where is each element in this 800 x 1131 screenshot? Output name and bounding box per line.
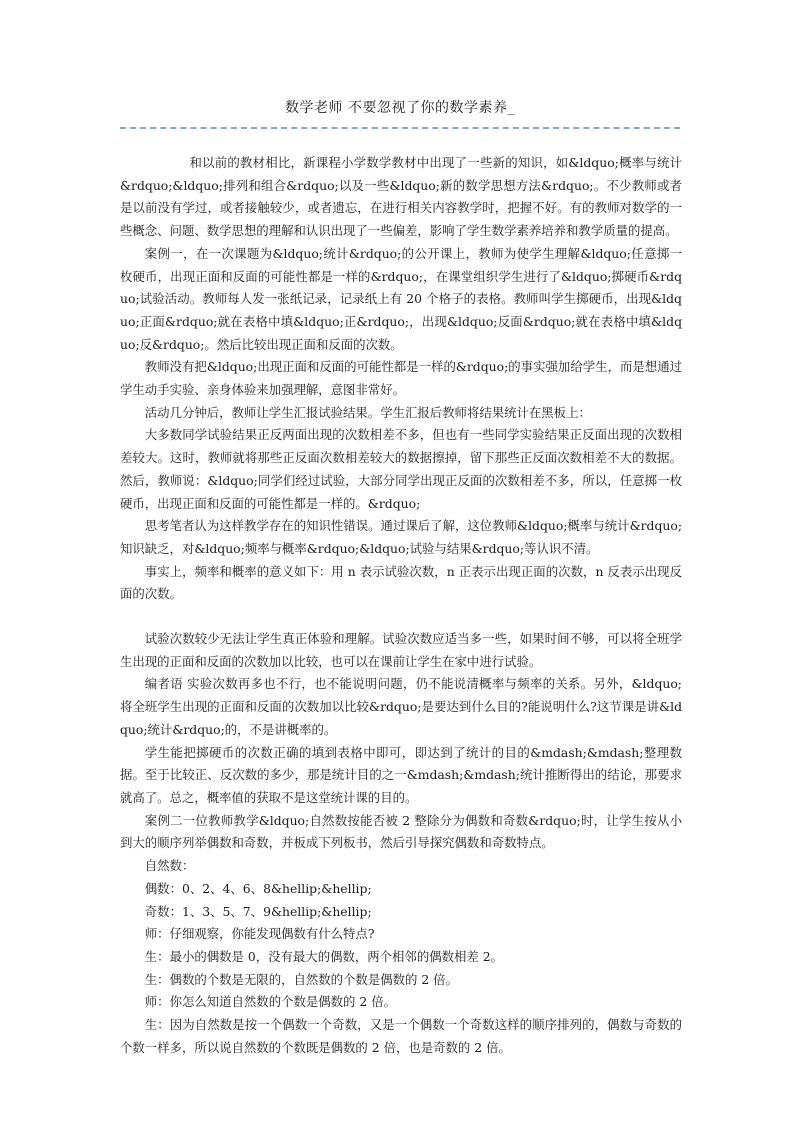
dialogue-line: 生：因为自然数是按一个偶数一个奇数，又是一个偶数一个奇数这样的顺序排列的，偶数与奇数的个数一样多，所以说自然数的个数既是偶数的 2 倍，也是奇数的 2 倍。 <box>120 1017 682 1055</box>
board-line: 自然数： <box>144 858 195 874</box>
dialogue-line: 生：偶数的个数是无限的，自然数的个数是偶数的 2 倍。 <box>144 971 458 987</box>
board-line: 奇数：1、3、5、7、9&hellip;&hellip; <box>144 903 372 919</box>
board-line: 偶数：0、2、4、6、8&hellip;&hellip; <box>144 880 372 896</box>
paragraph: 事实上，频率和概率的意义如下：用 n 表示试验次数，n 正表示出现正面的次数，n 反表示出现反面的次数。 <box>120 563 682 602</box>
paragraph-editor-note: 编者语 实验次数再多也不行，也不能说明问题，仍不能说清概率与频率的关系。另外，&ldquo;将全班学生出现的正面和反面的次数加以比较&rdquo;是要达到什么目的?能说明什么?这节课是讲&ldquo;统计&rdquo;的，不是讲概率的。 <box>120 676 682 737</box>
paragraph: 思考笔者认为这样教学存在的知识性错误。通过课后了解，这位教师&ldquo;概率与统计&rdquo;知识缺乏，对&ldquo;频率与概率&rdquo;&ldquo;试验与结果&rdquo;等认识不清。 <box>120 518 682 556</box>
dialogue-line: 生：最小的偶数是 0，没有最大的偶数，两个相邻的偶数相差 2。 <box>144 948 503 964</box>
paragraph: 教师没有把&ldquo;出现正面和反面的可能性都是一样的&rdquo;的事实强加给学生，而是想通过学生动手实验、亲身体验来加强理解，意图非常好。 <box>120 359 682 398</box>
paragraph-case-one: 案例一，在一次课题为&ldquo;统计&rdquo;的公开课上，教师为使学生理解&ldquo;任意掷一枚硬币，出现正面和反面的可能性都是一样的&rdquo;，在课堂组织学生进行了&ldquo;掷硬币&rdquo;试验活动。教师每人发一张纸记录，记录纸上有 20 个格子的表格。教师叫学生掷硬币，出现&ldquo;正面&rdquo;就在表格中填&ldquo;正&rdquo;，出现&ldquo;反面&rdquo;就在表格中填&ldquo;反&rdquo;。然后比较出现正面和反面的次数。 <box>120 245 682 352</box>
paragraph: 活动几分钟后，教师让学生汇报试验结果。学生汇报后教师将结果统计在黑板上： <box>144 404 591 420</box>
paragraph: 学生能把掷硬币的次数正确的填到表格中即可，即达到了统计的目的&mdash;&mdash;整理数据。至于比较正、反次数的多少，那是统计目的之一&mdash;&mdash;统计推断得出的结论，那要求就高了。总之，概率值的获取不是这堂统计课的目的。 <box>120 744 682 805</box>
paragraph: 试验次数较少无法让学生真正体验和理解。试验次数应适当多一些，如果时间不够，可以将全班学生出现的正面和反面的次数加以比较，也可以在课前让学生在家中进行试验。 <box>120 631 682 669</box>
paragraph: 大多数同学试验结果正反两面出现的次数相差不多，但也有一些同学实验结果正反面出现的次数相差较大。这时，教师就将那些正反面次数相差较大的数据擦掉，留下那些正反面次数相差不大的数据。然后，教师说：&ldquo;同学们经过试验，大部分同学出现正反面的次数相差不多，所以，任意掷一枚硬币，出现正面和反面的可能性都是一样的。&rdquo; <box>120 427 682 511</box>
document-body <box>120 152 682 1059</box>
title-divider <box>120 127 680 129</box>
dialogue-line: 师：你怎么知道自然数的个数是偶数的 2 倍。 <box>144 994 396 1010</box>
dialogue-line: 师：仔细观察，你能发现偶数有什么特点? <box>144 926 375 942</box>
document-title: 数学老师 不要忽视了你的数学素养_ <box>285 100 515 116</box>
paragraph-intro: 和以前的教材相比，新课程小学数学教材中出现了一些新的知识，如&ldquo;概率与统计&rdquo;&ldquo;排列和组合&rdquo;以及一些&ldquo;新的数学思想方法&rdquo;。不少教师或者是以前没有学过，或者接触较少，或者遗忘，在进行相关内容教学时，把握不好。有的教师对数学的一些概念、问题、数学思想的理解和认识出现了一些偏差，影响了学生数学素养培养和教学质量的提高。 <box>120 155 682 239</box>
paragraph-case-two: 案例二一位教师教学&ldquo;自然数按能否被 2 整除分为偶数和奇数&rdquo;时，让学生按从小到大的顺序列举偶数和奇数，并板成下列板书，然后引导探究偶数和奇数特点。 <box>120 812 682 851</box>
